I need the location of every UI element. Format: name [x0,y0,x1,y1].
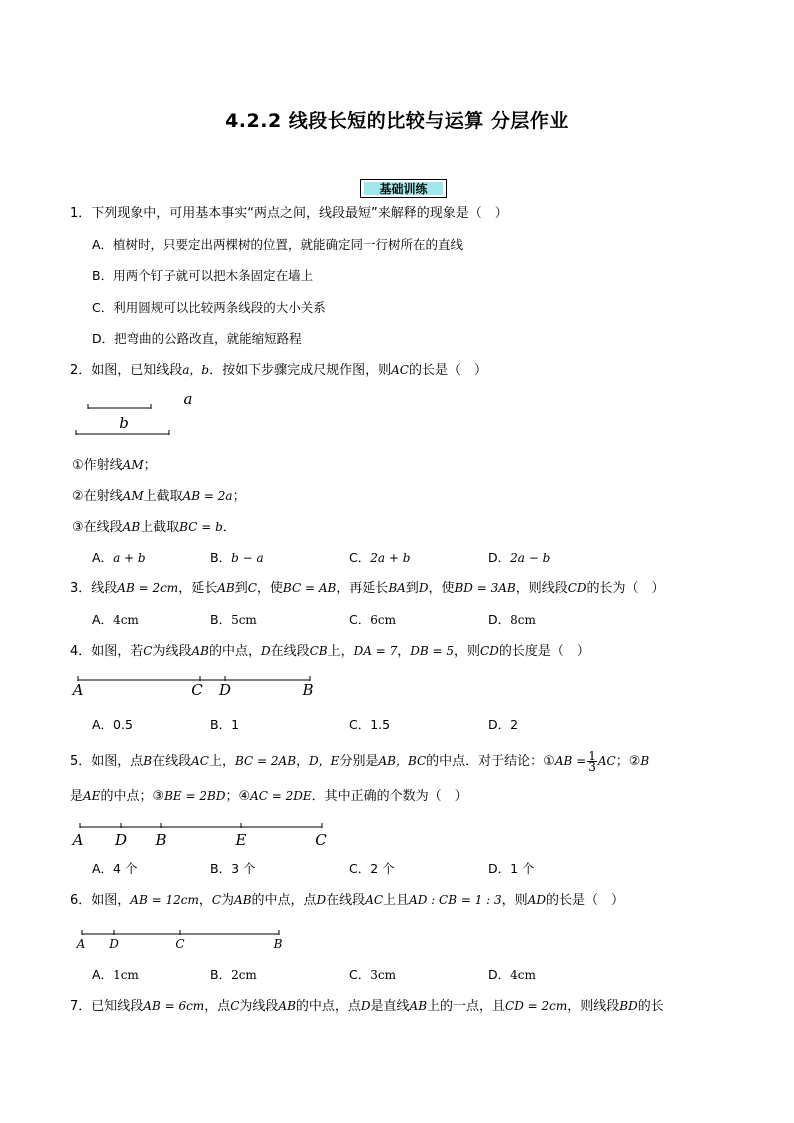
q5-point-a: A [72,831,84,849]
q3-text-2: ，延长 [178,581,218,596]
q5-math-1: B [143,754,153,768]
q2-stem [70,361,487,380]
q4-point-c: C [191,681,203,699]
q7-stem [70,997,664,1016]
q5-math-2: AC [191,754,209,768]
q3-option-c [349,611,396,629]
q6-point-a: A [76,937,86,951]
q7-text-5: 是直线 [370,999,410,1014]
q1-option-c: C．利用圆规可以比较两条线段的大小关系 [92,300,326,315]
q5-math-8: B [640,754,650,768]
q6-option-b [210,966,257,984]
q1-option-b: B．用两个钉子就可以把木条固定在墙上 [92,268,314,283]
q3-math-7: BD = 3AB [454,581,516,595]
q7-text-4: 的中点，点 [295,999,361,1014]
q5-text-2: 在线段 [152,754,192,769]
q1-stem: 1．下列现象中，可用基本事实“两点之间，线段最短”来解释的现象是（ ） [70,206,508,221]
q3-option-a [92,611,139,629]
q6-text-5: 在线段 [326,893,366,908]
q4-option-b: B．1 [210,717,240,732]
q4-text-5: 上， [327,644,354,659]
q5-fraction-den: 3 [588,760,596,774]
q7-math-6: CD = 2cm [505,999,568,1013]
q6-math-6: AD : CB = 1 : 3 [409,893,502,907]
q6-text-3: 为 [221,893,235,908]
q6-math-7: AD [527,893,546,907]
q3-text-5: ，再延长 [336,581,389,596]
q2-option-a [92,549,146,567]
q3-text-9: 的长为（ ） [586,581,665,596]
q5-segment-figure [70,820,340,850]
q3-math-1: AB = 2cm [117,581,179,595]
q5-math-3: BC = 2AB [235,754,297,768]
q2-step-1-math: AM [122,458,144,472]
q2-step-2-text-2: 上截取 [143,489,183,504]
q6-point-d: D [109,937,119,951]
q6-math-4: D [316,893,327,907]
q2-step-1-end: ； [143,458,157,473]
q5-point-b: B [155,831,167,849]
q4-stem [70,642,590,661]
q5-text-4: ， [296,754,310,769]
q7-text-2: ，点 [204,999,231,1014]
q3-math-2: AB [217,581,235,595]
q5-text-11: ．其中正确的个数为（ ） [311,789,468,804]
q2-var-ac: AC [391,363,409,377]
q6-option-a-value: 1cm [113,968,139,982]
q2-option-b-value: b − a [231,551,264,565]
q5-fraction [587,751,597,772]
q5-math-10: BE = 2BD [164,789,226,803]
q6-text-7: ，则 [501,893,528,908]
q6-text-8: 的长是（ ） [545,893,624,908]
q2-option-a-label: A． [92,550,114,565]
q7-math-5: AB [409,999,428,1013]
q7-math-1: AB = 6cm [143,999,205,1013]
q5-fraction-num: 1 [588,749,596,763]
q6-option-c-label: C． [349,967,371,982]
q3-option-b [210,611,257,629]
q6-option-c-value: 3cm [370,968,396,982]
q5-math-11: AC = 2DE [250,789,312,803]
q4-point-b: B [302,681,314,699]
q5-text-1: 5．如图，点 [70,754,144,769]
q6-option-a-label: A． [92,967,114,982]
q4-text-1: 4．如图，若 [70,644,144,659]
q6-option-c [349,966,396,984]
q4-text-6: ， [397,644,411,659]
q2-label-a: a [183,390,193,408]
q2-step-1-text: ①作射线 [72,458,123,473]
q4-math-5: DA = 7 [353,644,398,658]
q6-option-d-value: 4cm [510,968,536,982]
q1-option-a: A．植树时，只要定出两棵树的位置，就能确定同一行树所在的直线 [92,237,464,252]
q6-math-2: C [211,893,222,907]
q6-text-2: ， [198,893,212,908]
q4-math-3: D [260,644,271,658]
q7-math-2: C [230,999,240,1013]
q2-step-3-math-1: AB [122,520,141,534]
q3-option-a-value: 4cm [113,613,139,627]
q2-stem-text-3: 的长是（ ） [409,363,488,378]
q6-point-b: B [273,937,283,951]
q7-math-4: D [360,999,371,1013]
q6-text-6: 上且 [383,893,410,908]
q4-math-7: CD [480,644,499,658]
q5-text-3: 上， [208,754,235,769]
q6-option-b-label: B． [210,967,232,982]
q4-text-8: 的长度是（ ） [498,644,590,659]
q4-text-2: 为线段 [152,644,192,659]
q3-text-4: ，使 [256,581,283,596]
q5-stem-line-1 [70,751,649,772]
q7-math-3: AB [278,999,296,1013]
q5-option-a: A．4 个 [92,861,138,876]
q3-option-c-value: 6cm [370,613,396,627]
q5-math-7: AC [597,754,616,768]
q3-math-4: BC = AB [282,581,337,595]
q3-option-b-label: B． [210,612,232,627]
q3-option-d-value: 8cm [510,613,536,627]
q4-text-4: 在线段 [270,644,310,659]
q4-text-3: 的中点， [208,644,261,659]
q6-math-5: AC [365,893,384,907]
q3-option-c-label: C． [349,612,371,627]
q2-option-d [488,549,550,567]
q3-math-3: C [247,581,257,595]
q6-math-3: AB [234,893,252,907]
q6-stem [70,891,624,910]
q4-option-c: C．1.5 [349,717,391,732]
q6-text-4: 的中点，点 [251,893,317,908]
q4-point-d: D [218,681,232,699]
q2-label-b: b [119,414,129,432]
q2-option-b [210,549,264,567]
q3-math-5: BA [388,581,406,595]
q3-stem [70,579,665,598]
q2-step-1 [72,456,157,475]
q2-step-3 [72,518,236,537]
q2-option-c-value: 2a + b [370,551,411,565]
q4-segment-figure [70,670,330,700]
q6-option-d-label: D． [488,967,511,982]
q7-text-6: 上的一点，且 [427,999,506,1014]
q7-text-3: 为线段 [239,999,279,1014]
q3-option-b-value: 5cm [231,613,257,627]
q7-text-8: 的长 [637,999,664,1014]
q3-math-8: CD [567,581,587,595]
q2-step-3-math-2: BC = b [179,520,223,534]
q5-math-6: AB = [554,754,587,768]
q5-option-b: B．3 个 [210,861,256,876]
q5-math-4: D，E [309,754,340,768]
q5-stem-line-2 [70,787,468,806]
q2-option-b-label: B． [210,550,232,565]
q2-step-3-text: ③在线段 [72,520,123,535]
q6-option-b-value: 2cm [231,968,257,982]
q7-text-1: 7．已知线段 [70,999,144,1014]
q6-text-1: 6．如图， [70,893,131,908]
q2-step-2-end: ； [232,489,246,504]
q5-text-9: 的中点；③ [100,789,165,804]
q2-step-3-text-2: 上截取 [140,520,180,535]
q2-option-d-label: D． [488,550,511,565]
q5-point-d: D [114,831,128,849]
q1-option-d: D．把弯曲的公路改直，就能缩短路程 [92,331,302,346]
q5-math-5: AB，BC [378,754,427,768]
q2-step-2-math-2: AB = 2a [182,489,233,503]
q3-option-d-label: D． [488,612,511,627]
q5-text-8: 是 [70,789,84,804]
q5-option-c: C．2 个 [349,861,395,876]
q3-text-3: 到 [234,581,248,596]
q4-math-1: C [143,644,153,658]
q6-point-c: C [175,937,185,951]
q5-text-5: 分别是 [339,754,379,769]
section-badge-label: 基础训练 [364,182,443,195]
q2-step-3-end: ． [222,520,236,535]
q2-option-d-value: 2a − b [510,551,551,565]
q3-text-6: 到 [405,581,419,596]
q6-option-d [488,966,536,984]
q2-option-c [349,549,410,567]
q2-step-2-math-1: AM [122,489,144,503]
q6-math-1: AB = 12cm [130,893,199,907]
q3-option-a-label: A． [92,612,114,627]
q3-text-1: 3．线段 [70,581,118,596]
q5-text-10: ；④ [225,789,251,804]
q3-math-6: D [418,581,429,595]
q4-math-6: DB = 5 [410,644,455,658]
q6-option-a [92,966,139,984]
q5-text-6: 的中点．对于结论：① [426,754,555,769]
section-badge [360,179,447,198]
q2-segments-figure [74,388,193,438]
q2-step-2 [72,487,246,506]
q2-option-c-label: C． [349,550,371,565]
q6-segment-figure [72,928,292,954]
q3-text-7: ，使 [428,581,455,596]
q3-text-8: ，则线段 [515,581,568,596]
q4-math-2: AB [191,644,209,658]
q4-option-d: D．2 [488,717,519,732]
q7-math-7: BD [619,999,638,1013]
q4-text-7: ，则 [454,644,481,659]
q4-math-4: CB [309,644,328,658]
q5-math-9: AE [83,789,101,803]
q5-text-7: ；② [615,754,641,769]
q4-point-a: A [72,681,84,699]
q7-text-7: ，则线段 [567,999,620,1014]
q2-var-ab: a，b [182,363,210,377]
q2-stem-text-2: ．按如下步骤完成尺规作图，则 [209,363,392,378]
q3-option-d [488,611,536,629]
q4-option-a: A．0.5 [92,717,133,732]
q2-option-a-value: a + b [113,551,146,565]
q5-point-e: E [235,831,247,849]
page-title: 4.2.2 线段长短的比较与运算 分层作业 [225,110,569,132]
q2-step-2-text: ②在射线 [72,489,123,504]
q5-option-d: D．1 个 [488,861,535,876]
q2-stem-text-1: 2．如图，已知线段 [70,363,183,378]
q5-point-c: C [315,831,327,849]
